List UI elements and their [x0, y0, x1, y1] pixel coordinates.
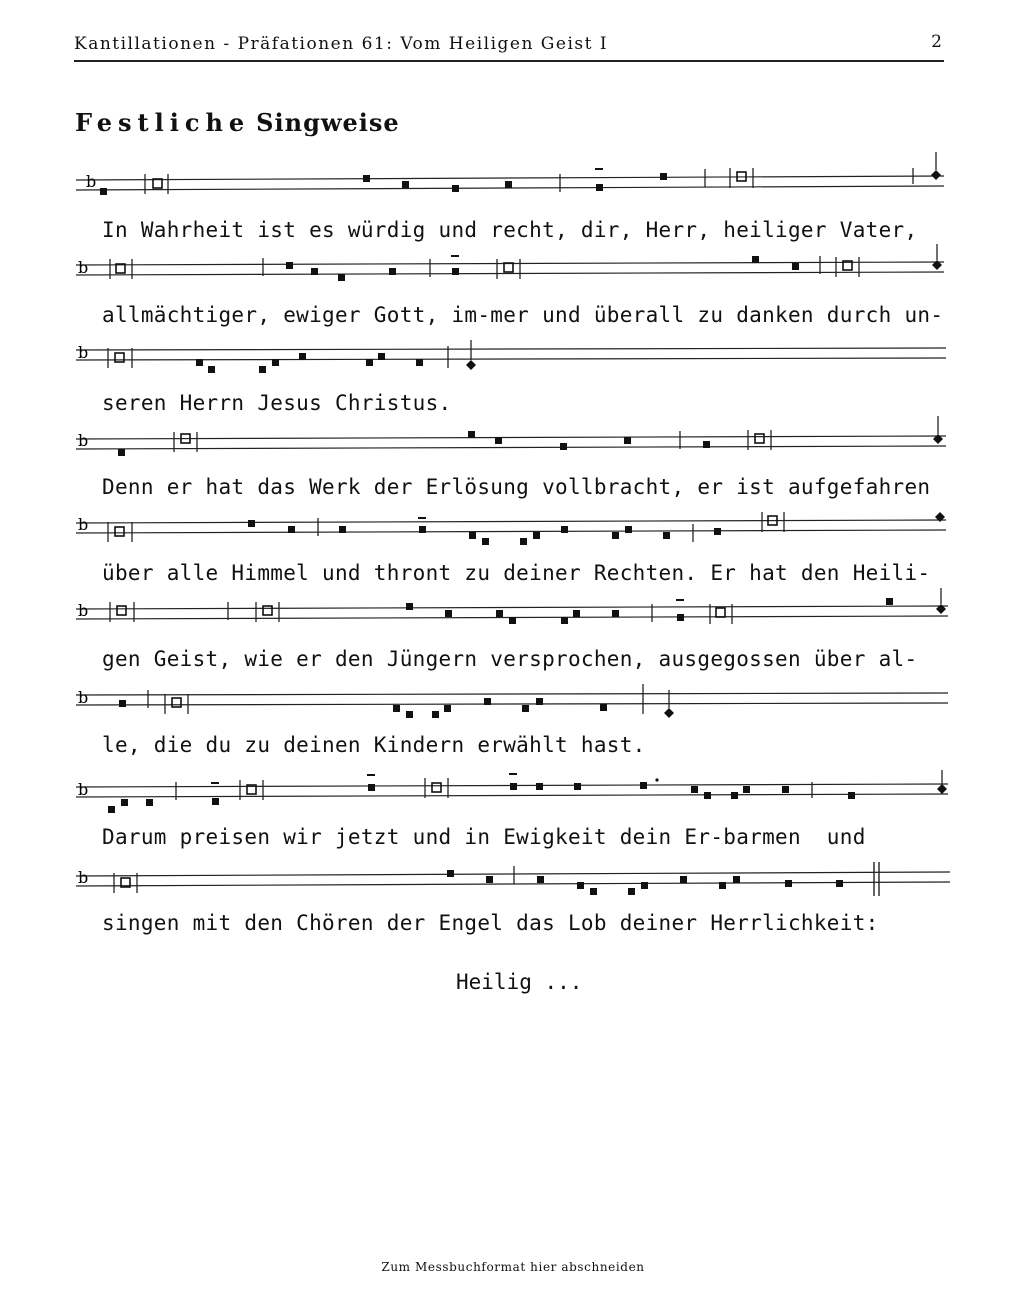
chant-note — [577, 882, 584, 889]
chant-note — [445, 610, 452, 617]
chant-note — [731, 792, 738, 799]
chant-note — [624, 437, 631, 444]
chant-note — [108, 806, 115, 813]
chant-note — [121, 799, 128, 806]
chant-note — [612, 532, 619, 539]
chant-note — [509, 617, 516, 624]
chant-note — [484, 698, 491, 705]
chant-note — [680, 876, 687, 883]
chant-note — [452, 268, 459, 275]
chant-note — [714, 528, 721, 535]
svg-text:b: b — [78, 868, 89, 887]
svg-text:b: b — [78, 515, 89, 534]
chant-staff-5 — [0, 508, 1026, 548]
chant-note — [510, 783, 517, 790]
chant-note — [212, 798, 219, 805]
lyric-line-4: Denn er hat das Werk der Erlösung vollbracht, er ist aufgefahren — [102, 475, 931, 499]
chant-note — [703, 441, 710, 448]
chant-note — [146, 799, 153, 806]
chant-note — [537, 876, 544, 883]
chant-note — [495, 437, 502, 444]
chant-note — [719, 882, 726, 889]
page-header — [74, 34, 944, 62]
lyric-line-9: singen mit den Chören der Engel das Lob deiner Herrlichkeit: — [102, 911, 879, 935]
chant-note — [286, 262, 293, 269]
chant-note — [677, 614, 684, 621]
svg-text:b: b — [78, 780, 89, 799]
chant-note — [482, 538, 489, 545]
chant-note — [660, 173, 667, 180]
chant-note — [447, 870, 454, 877]
chant-note — [596, 184, 603, 191]
lyric-line-5: über alle Himmel und thront zu deiner Rechten. Er hat den Heili- — [102, 561, 931, 585]
chant-note — [625, 526, 632, 533]
chant-note — [560, 443, 567, 450]
chant-staff-6 — [0, 594, 1026, 634]
chant-note — [402, 181, 409, 188]
closing-text: Heilig ... — [456, 970, 583, 994]
chant-note — [886, 598, 893, 605]
chant-note — [196, 359, 203, 366]
chant-note — [378, 353, 385, 360]
chant-recitation-note — [172, 698, 181, 707]
chant-note — [338, 274, 345, 281]
chant-note — [640, 782, 647, 789]
chant-note — [368, 784, 375, 791]
chant-note — [389, 268, 396, 275]
chant-note — [505, 181, 512, 188]
chant-note — [782, 786, 789, 793]
chant-note — [299, 353, 306, 360]
chant-note — [339, 526, 346, 533]
lyric-line-2: allmächtiger, ewiger Gott, im-mer und überall zu danken durch un- — [102, 303, 944, 327]
chant-staff-9 — [0, 858, 1026, 898]
chant-note — [363, 175, 370, 182]
svg-text:b: b — [78, 688, 89, 707]
chant-note — [248, 520, 255, 527]
chant-final-note — [937, 784, 947, 794]
chant-note — [432, 711, 439, 718]
chant-note — [848, 792, 855, 799]
lyric-line-7: le, die du zu deinen Kindern erwählt hast. — [102, 733, 646, 757]
chant-note — [118, 449, 125, 456]
chant-note — [573, 610, 580, 617]
chant-note — [259, 366, 266, 373]
lyric-line-1: In Wahrheit ist es würdig und recht, dir, Herr, heiliger Vater, — [102, 218, 918, 242]
section-heading-rest: Singweise — [256, 108, 400, 137]
chant-note — [785, 880, 792, 887]
chant-note — [208, 366, 215, 373]
chant-note — [520, 538, 527, 545]
chant-note — [406, 711, 413, 718]
chant-recitation-note — [263, 606, 272, 615]
chant-final-note — [931, 170, 941, 180]
chant-recitation-note — [153, 179, 162, 188]
footer-cut-note: Zum Messbuchformat hier abschneiden — [381, 1260, 645, 1274]
chant-note — [590, 888, 597, 895]
svg-text:b: b — [78, 601, 89, 620]
svg-text:b: b — [78, 343, 89, 362]
chant-note — [496, 610, 503, 617]
chant-note — [612, 610, 619, 617]
svg-text:b: b — [78, 258, 89, 277]
chant-staff-8 — [0, 770, 1026, 810]
chant-note — [733, 876, 740, 883]
chant-note — [444, 705, 451, 712]
chant-note — [272, 359, 279, 366]
chant-note — [100, 188, 107, 195]
flat-clef: b — [86, 172, 97, 191]
chant-staff-1 — [0, 160, 1026, 200]
chant-recitation-note — [504, 263, 513, 272]
chant-recitation-note — [117, 606, 126, 615]
chant-final-note — [466, 360, 476, 370]
chant-note — [792, 263, 799, 270]
chant-note — [533, 532, 540, 539]
chant-note — [743, 786, 750, 793]
chant-staff-2 — [0, 248, 1026, 288]
chant-note — [311, 268, 318, 275]
chant-note — [468, 431, 475, 438]
section-heading-spaced: Festliche — [75, 108, 251, 137]
chant-staff-4 — [0, 422, 1026, 462]
chant-note — [469, 532, 476, 539]
section-heading — [75, 108, 400, 137]
chant-note — [536, 783, 543, 790]
chant-note — [536, 698, 543, 705]
chant-note — [416, 359, 423, 366]
chant-recitation-note — [432, 783, 441, 792]
chant-note — [419, 526, 426, 533]
chant-note — [752, 256, 759, 263]
chant-note — [600, 704, 607, 711]
header-title: Kantillationen - Präfationen 61: Vom Heiligen Geist I — [74, 34, 609, 54]
chant-note — [574, 783, 581, 790]
chant-note — [522, 705, 529, 712]
chant-staff-3 — [0, 336, 1026, 376]
chant-note — [691, 786, 698, 793]
chant-note — [836, 880, 843, 887]
chant-note — [486, 876, 493, 883]
page-number: 2 — [931, 32, 942, 52]
chant-note — [663, 532, 670, 539]
chant-recitation-note — [115, 527, 124, 536]
lyric-line-8: Darum preisen wir jetzt und in Ewigkeit dein Er-barmen und — [102, 825, 866, 849]
chant-note — [393, 705, 400, 712]
chant-note — [288, 526, 295, 533]
chant-note — [561, 617, 568, 624]
chant-recitation-note — [716, 608, 725, 617]
lyric-line-3: seren Herrn Jesus Christus. — [102, 391, 452, 415]
chant-note — [366, 359, 373, 366]
chant-staff-7 — [0, 680, 1026, 720]
chant-note — [561, 526, 568, 533]
chant-note — [406, 603, 413, 610]
chant-note — [452, 185, 459, 192]
chant-note — [628, 888, 635, 895]
chant-note — [704, 792, 711, 799]
chant-recitation-note — [115, 353, 124, 362]
chant-note — [119, 700, 126, 707]
lyric-line-6: gen Geist, wie er den Jüngern versprochen, ausgegossen über al- — [102, 647, 918, 671]
svg-text:b: b — [78, 431, 89, 450]
chant-recitation-note — [755, 434, 764, 443]
chant-note — [641, 882, 648, 889]
chant-final-note — [664, 708, 674, 718]
